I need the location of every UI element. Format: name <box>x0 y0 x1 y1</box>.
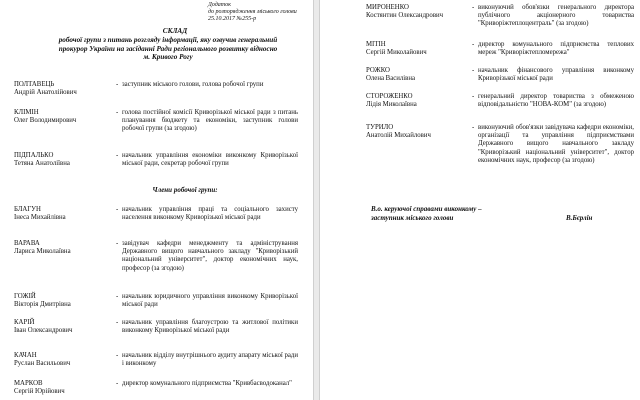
signature-title: заступник міського голови <box>371 214 454 222</box>
member-given-name: Вікторія Дмитрівна <box>14 301 71 309</box>
member-entry <box>321 41 640 59</box>
members-heading: Члени робочої групи: <box>152 186 218 194</box>
dash: - <box>116 152 119 159</box>
member-role: начальник фінансового управління виконкому Криворізької міської ради <box>478 67 634 83</box>
signature-title: В.о. керуючої справами виконкому – <box>371 205 482 213</box>
title-line: прокурор України на засіданні Ради регіонального розвитку відносно <box>58 44 278 53</box>
member-entry <box>321 67 640 85</box>
member-surname: КЛІМІН <box>14 109 39 116</box>
dash: - <box>472 124 475 131</box>
member-surname: РОЖКО <box>366 67 390 74</box>
signature-name: В.Бєрлін <box>566 214 593 222</box>
left-page <box>0 0 312 400</box>
member-entry <box>0 380 312 400</box>
member-surname: СТОРОЖЕНКО <box>366 93 413 100</box>
page-divider <box>313 0 320 400</box>
member-name <box>14 152 124 168</box>
right-page <box>321 0 640 400</box>
member-given-name: Тетяна Анатоліївна <box>14 160 70 168</box>
member-name <box>366 67 476 83</box>
dash: - <box>116 293 119 300</box>
member-name <box>14 380 124 396</box>
member-surname: КАЧАН <box>14 352 37 359</box>
member-entry <box>0 293 312 311</box>
member-surname: ПІДПАЛЬКО <box>14 152 54 159</box>
member-role: начальник управління економіки виконкому Криворізької міської ради, секретар робочої групи <box>122 152 298 168</box>
appendix-note <box>208 2 297 23</box>
member-surname: ПОЛТАВЕЦЬ <box>14 81 55 88</box>
member-entry <box>0 319 312 345</box>
appendix-line: до розпорядження міського голови <box>208 9 297 15</box>
member-given-name: Іван Олександрович <box>14 327 73 335</box>
member-given-name: Анатолій Михайлович <box>366 132 431 140</box>
member-given-name: Андрій Анатолійович <box>14 89 77 97</box>
member-given-name: Руслан Васильович <box>14 360 71 368</box>
member-surname: МІТІН <box>366 41 386 48</box>
dash: - <box>116 81 119 88</box>
title-line: СКЛАД <box>162 27 188 35</box>
member-role: начальник управління благоустрою та житлової політики виконкому Криворізької міської ради <box>122 319 298 335</box>
member-name <box>14 81 124 97</box>
member-role: виконуючий обов'язки завідувача кафедри економіки, організації та управління підприємствами Державного вищого навчального закладу "Криворізький національний університет", доктор економічних наук, професор (за згодою) <box>478 124 634 164</box>
member-name <box>14 319 124 335</box>
dash: - <box>116 319 119 326</box>
dash: - <box>116 352 119 359</box>
member-role: начальник юридичного управління виконкому Криворізької міської ради <box>122 293 298 309</box>
member-role: заступник міського голови, голова робочої групи <box>122 81 264 88</box>
dash: - <box>116 240 119 247</box>
member-role: директор комунального підприємства теплових мереж "Криворіжтепломережа" <box>478 41 634 57</box>
member-entry <box>0 206 312 232</box>
member-entry <box>0 81 312 101</box>
dash: - <box>116 380 119 387</box>
appendix-line: Додаток <box>208 2 231 8</box>
member-role: виконуючий обов'язки генерального директора публічного акціонерного товариства "Криворіжтеплоцентраль" (за згодою) <box>478 4 634 28</box>
member-entry <box>321 124 640 184</box>
title-line: м. Кривого Рогу <box>143 53 193 61</box>
member-name <box>14 240 124 256</box>
member-role: директор комунального підприємства "Кривбасводоканал" <box>122 380 292 387</box>
member-surname: ГОЖІЙ <box>14 293 36 300</box>
member-entry <box>0 152 312 178</box>
dash: - <box>472 4 475 11</box>
dash: - <box>116 206 119 213</box>
member-name <box>366 41 476 57</box>
member-name <box>14 352 124 368</box>
member-name <box>14 206 124 222</box>
member-role: начальник відділу внутрішнього аудиту апарату міської ради і виконкому <box>122 352 298 368</box>
member-role: голова постійної комісії Криворізької міської ради з питань планування бюджету та економіки, заступник голови робочої групи (за згодою) <box>122 109 298 133</box>
dash: - <box>116 109 119 116</box>
member-entry <box>0 240 312 288</box>
member-given-name: Лариса Миколаївна <box>14 248 71 256</box>
member-given-name: Сергій Миколайович <box>366 49 427 57</box>
member-name <box>14 109 124 125</box>
member-surname: ВАРАВА <box>14 240 40 247</box>
member-role: начальник управління праці та соціального захисту населення виконкому Криворізької міської ради <box>122 206 298 222</box>
signature-block <box>371 205 482 223</box>
member-given-name: Олена Василівна <box>366 75 416 83</box>
member-surname: МИРОНЕНКО <box>366 4 409 11</box>
member-entry <box>0 352 312 370</box>
member-entry <box>321 93 640 119</box>
dash: - <box>472 67 475 74</box>
document-title <box>60 27 290 36</box>
member-surname: ТУРИЛО <box>366 124 394 131</box>
member-given-name: Костянтин Олександрович <box>366 12 444 20</box>
member-role: генеральний директор товариства з обмеженою відповідальністю "НОВА-КОМ" (за згодою) <box>478 93 634 109</box>
member-name <box>366 4 476 20</box>
member-entry <box>321 4 640 30</box>
member-surname: МАРКОВ <box>14 380 43 387</box>
appendix-line: 25.10.2017 №255-р <box>208 16 257 22</box>
member-surname: БЛАГУН <box>14 206 41 213</box>
member-role: завідувач кафедри менеджменту та адміністрування Державного вищого навчального закладу "Криворізький національний університет", доктор економічних наук, професор (за згодою) <box>122 240 298 272</box>
member-given-name: Інеса Михайлівна <box>14 214 66 222</box>
member-name <box>366 124 476 140</box>
title-line: робочої групи з питань розгляду інформації, яку озвучив генеральний <box>58 36 278 44</box>
member-entry <box>0 109 312 149</box>
member-name <box>366 93 476 109</box>
member-surname: КАРІЙ <box>14 319 35 326</box>
member-given-name: Сергій Юрійович <box>14 388 65 396</box>
member-given-name: Олег Володимирович <box>14 117 77 125</box>
dash: - <box>472 41 475 48</box>
document-subtitle <box>28 36 308 62</box>
member-given-name: Лідія Миколаївна <box>366 101 417 109</box>
member-name <box>14 293 124 309</box>
dash: - <box>472 93 475 100</box>
